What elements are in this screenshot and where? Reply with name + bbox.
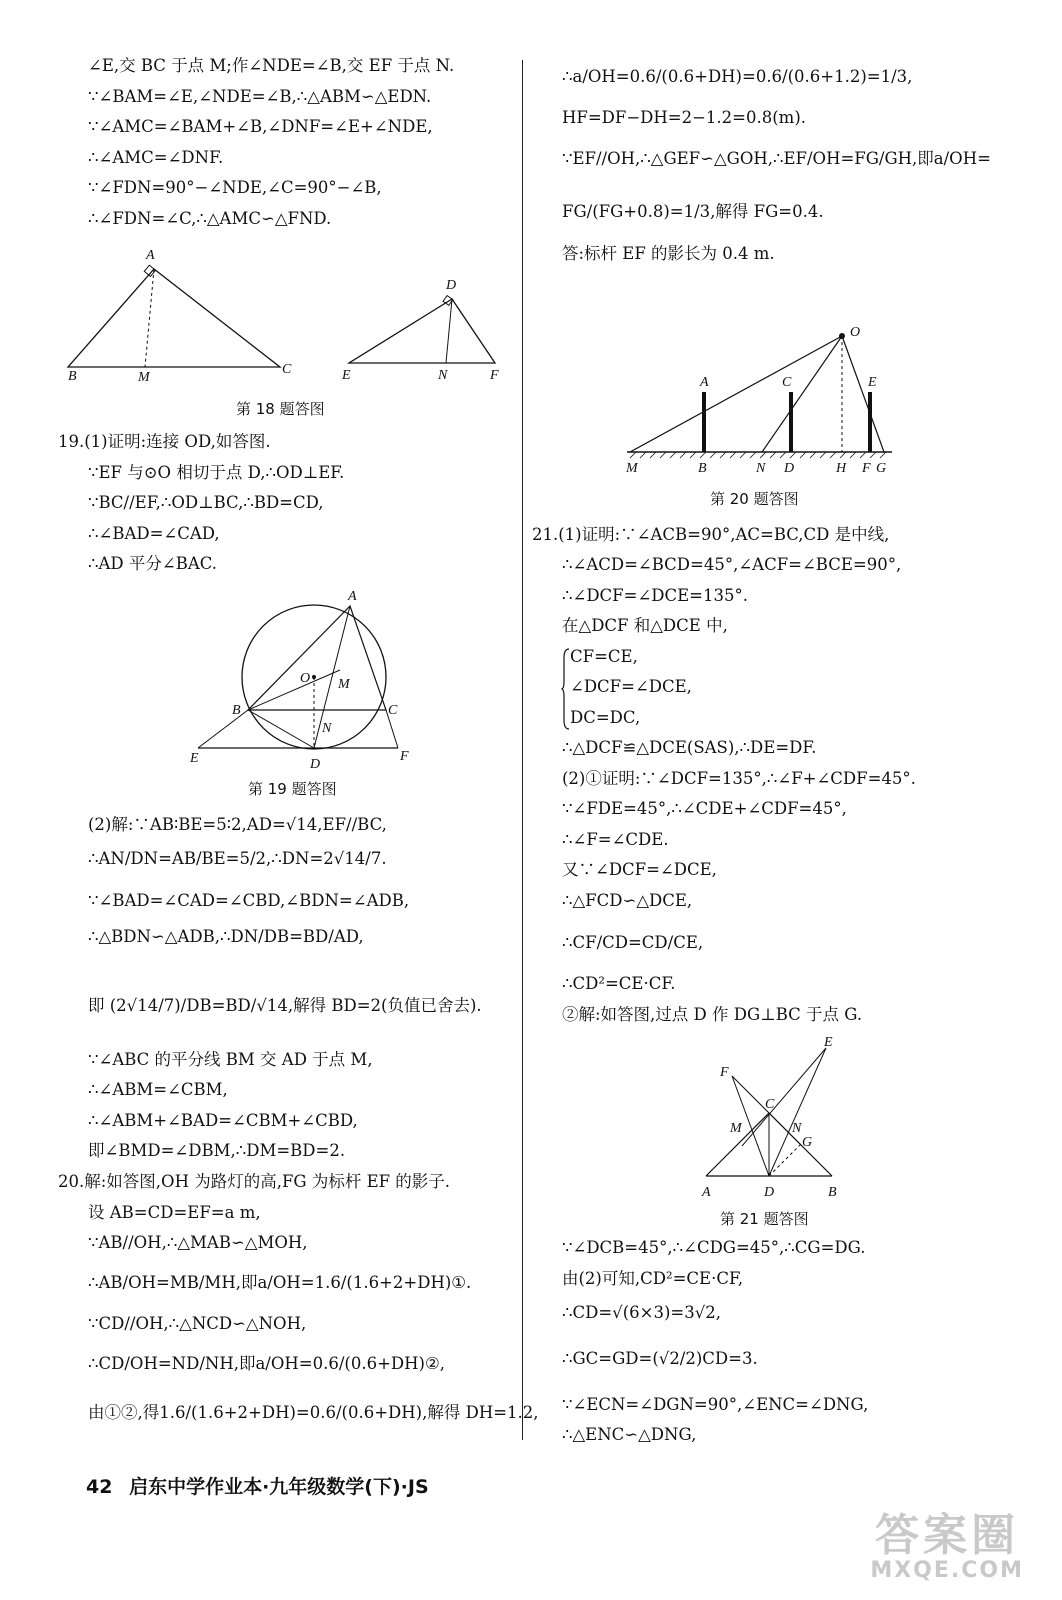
svg-text:A: A xyxy=(700,375,709,390)
text-line: ∠E,交 BC 于点 M;作∠NDE=∠B,交 EF 于点 N. xyxy=(88,56,455,75)
text-line: ∴CD/OH=ND/NH,即a/OH=0.6/(0.6+DH)②, xyxy=(88,1354,445,1373)
svg-text:E: E xyxy=(190,751,199,766)
text-line: ∵CD//OH,∴△NCD∽△NOH, xyxy=(88,1314,307,1333)
text-line: ∵∠BAM=∠E,∠NDE=∠B,∴△ABM∽△EDN. xyxy=(88,87,432,106)
svg-text:E: E xyxy=(342,368,351,383)
brace-icon xyxy=(562,648,570,730)
figure-19 xyxy=(188,590,428,775)
text-line: DC=DC, xyxy=(570,708,641,727)
watermark-logo xyxy=(870,1510,1024,1583)
svg-text:N: N xyxy=(438,368,448,383)
text-line: ∵BC//EF,∴OD⊥BC,∴BD=CD, xyxy=(88,493,324,512)
page-footer xyxy=(86,1472,429,1499)
text-line: ∴△ENC∽△DNG, xyxy=(562,1425,697,1444)
svg-text:B: B xyxy=(828,1185,837,1200)
svg-text:N: N xyxy=(756,461,766,476)
text-line: ∴∠ACD=∠BCD=45°,∠ACF=∠BCE=90°, xyxy=(562,555,902,574)
svg-text:M: M xyxy=(730,1121,742,1136)
text-line: 由①②,得1.6/(1.6+2+DH)=0.6/(0.6+DH),解得 DH=1.2, xyxy=(88,1403,539,1422)
text-line: ∵∠FDE=45°,∴∠CDE+∠CDF=45°, xyxy=(562,799,847,818)
svg-text:H: H xyxy=(836,461,847,476)
text-line: ∴CF/CD=CD/CE, xyxy=(562,933,704,952)
text-line: ∵∠BAD=∠CAD=∠CBD,∠BDN=∠ADB, xyxy=(88,891,410,910)
svg-text:B: B xyxy=(68,369,77,384)
svg-text:A: A xyxy=(348,589,357,604)
svg-text:D: D xyxy=(446,278,457,293)
watermark-text: 答案圈 xyxy=(875,1510,1020,1561)
text-line: ∵∠FDN=90°−∠NDE,∠C=90°−∠B, xyxy=(88,178,382,197)
text-line: ∴CD=√(6×3)=3√2, xyxy=(562,1303,721,1322)
question-21-heading: 21.(1)证明:∵∠ACB=90°,AC=BC,CD 是中线, xyxy=(532,525,890,544)
page-number: 42 xyxy=(86,1476,113,1498)
svg-text:F: F xyxy=(862,461,871,476)
text-line: ∴△FCD∽△DCE, xyxy=(562,891,693,910)
svg-text:C: C xyxy=(765,1097,775,1112)
text-line: ∵∠DCB=45°,∴∠CDG=45°,∴CG=DG. xyxy=(562,1238,866,1257)
text-line: 答:标杆 EF 的影长为 0.4 m. xyxy=(562,244,775,263)
svg-text:D: D xyxy=(784,461,795,476)
text-line: ∵AB//OH,∴△MAB∽△MOH, xyxy=(88,1233,308,1252)
text-line: ∴∠DCF=∠DCE=135°. xyxy=(562,586,748,605)
text-line: ∴CD²=CE·CF. xyxy=(562,974,676,993)
question-20-heading: 20.解:如答图,OH 为路灯的高,FG 为标杆 EF 的影子. xyxy=(58,1172,451,1191)
text-line: ∴AN/DN=AB/BE=5/2,∴DN=2√14/7. xyxy=(88,849,387,868)
figure-20-caption: 第 20 题答图 xyxy=(710,490,799,508)
text-line: ∴∠FDN=∠C,∴△AMC∽△FND. xyxy=(88,209,332,228)
svg-text:D: D xyxy=(310,757,321,772)
text-line: ∠DCF=∠DCE, xyxy=(570,677,692,696)
text-line: ∵∠AMC=∠BAM+∠B,∠DNF=∠E+∠NDE, xyxy=(88,117,433,136)
svg-text:N: N xyxy=(792,1121,802,1136)
figure-18-caption: 第 18 题答图 xyxy=(236,400,325,418)
text-line: ∵∠ABC 的平分线 BM 交 AD 于点 M, xyxy=(88,1050,373,1069)
svg-text:E: E xyxy=(868,375,877,390)
svg-text:O: O xyxy=(850,325,861,340)
figure-18 xyxy=(68,245,508,395)
svg-text:G: G xyxy=(876,461,887,476)
svg-text:G: G xyxy=(802,1135,813,1150)
text-line: ∵EF//OH,∴△GEF∽△GOH,∴EF/OH=FG/GH,即a/OH= xyxy=(562,149,991,168)
svg-text:O: O xyxy=(300,671,311,686)
figure-21-caption: 第 21 题答图 xyxy=(720,1210,809,1228)
svg-text:B: B xyxy=(698,461,707,476)
svg-text:C: C xyxy=(282,362,292,377)
figure-20 xyxy=(622,274,912,476)
text-line: 由(2)可知,CD²=CE·CF, xyxy=(562,1269,744,1288)
svg-text:E: E xyxy=(824,1035,833,1050)
text-line: HF=DF−DH=2−1.2=0.8(m). xyxy=(562,108,807,127)
text-line: (2)①证明:∵∠DCF=135°,∴∠F+∠CDF=45°. xyxy=(562,769,916,788)
svg-text:M: M xyxy=(338,677,350,692)
text-line: ∵∠ECN=∠DGN=90°,∠ENC=∠DNG, xyxy=(562,1395,869,1414)
text-line: ∴a/OH=0.6/(0.6+DH)=0.6/(0.6+1.2)=1/3, xyxy=(562,67,913,86)
svg-text:N: N xyxy=(322,721,332,736)
svg-text:D: D xyxy=(764,1185,775,1200)
text-line: ∴AB/OH=MB/MH,即a/OH=1.6/(1.6+2+DH)①. xyxy=(88,1273,472,1292)
text-line: ∴∠F=∠CDE. xyxy=(562,830,669,849)
text-line: 即 (2√14/7)/DB=BD/√14,解得 BD=2(负值已舍去). xyxy=(88,996,482,1015)
text-line: ∴AD 平分∠BAC. xyxy=(88,554,218,573)
text-line: ∵EF 与⊙O 相切于点 D,∴OD⊥EF. xyxy=(88,463,345,482)
text-line: (2)解:∵AB∶BE=5∶2,AD=√14,EF//BC, xyxy=(88,815,387,834)
svg-text:F: F xyxy=(400,749,409,764)
column-divider xyxy=(522,60,523,1440)
text-line: 设 AB=CD=EF=a m, xyxy=(88,1203,261,1222)
svg-text:M: M xyxy=(626,461,638,476)
text-line: 在△DCF 和△DCE 中, xyxy=(562,616,728,635)
text-line: ∴∠ABM+∠BAD=∠CBM+∠CBD, xyxy=(88,1111,358,1130)
figure-21 xyxy=(702,1036,862,1206)
text-line: ∴∠AMC=∠DNF. xyxy=(88,148,224,167)
text-line: 即∠BMD=∠DBM,∴DM=BD=2. xyxy=(88,1141,346,1160)
svg-text:A: A xyxy=(146,248,155,263)
figure-19-caption: 第 19 题答图 xyxy=(248,780,337,798)
svg-text:C: C xyxy=(388,703,398,718)
text-line: ∴△BDN∽△ADB,∴DN/DB=BD/AD, xyxy=(88,927,364,946)
svg-text:C: C xyxy=(782,375,792,390)
svg-text:B: B xyxy=(232,703,241,718)
text-line: ∴∠ABM=∠CBM, xyxy=(88,1080,228,1099)
text-line: 又∵∠DCF=∠DCE, xyxy=(562,860,717,879)
text-line: ∴△DCF≌△DCE(SAS),∴DE=DF. xyxy=(562,738,817,757)
question-19-heading: 19.(1)证明:连接 OD,如答图. xyxy=(58,432,271,451)
text-line: ②解:如答图,过点 D 作 DG⊥BC 于点 G. xyxy=(562,1005,863,1024)
svg-text:M: M xyxy=(138,370,150,385)
text-line: CF=CE, xyxy=(570,647,638,666)
svg-text:A: A xyxy=(702,1185,711,1200)
watermark-url: MXQE.COM xyxy=(870,1558,1024,1583)
text-line: ∴GC=GD=(√2/2)CD=3. xyxy=(562,1349,758,1368)
text-line: FG/(FG+0.8)=1/3,解得 FG=0.4. xyxy=(562,202,824,221)
svg-text:F: F xyxy=(720,1065,729,1080)
book-title: 启东中学作业本·九年级数学(下)·JS xyxy=(129,1476,429,1498)
text-line: ∴∠BAD=∠CAD, xyxy=(88,524,220,543)
svg-text:F: F xyxy=(490,368,499,383)
